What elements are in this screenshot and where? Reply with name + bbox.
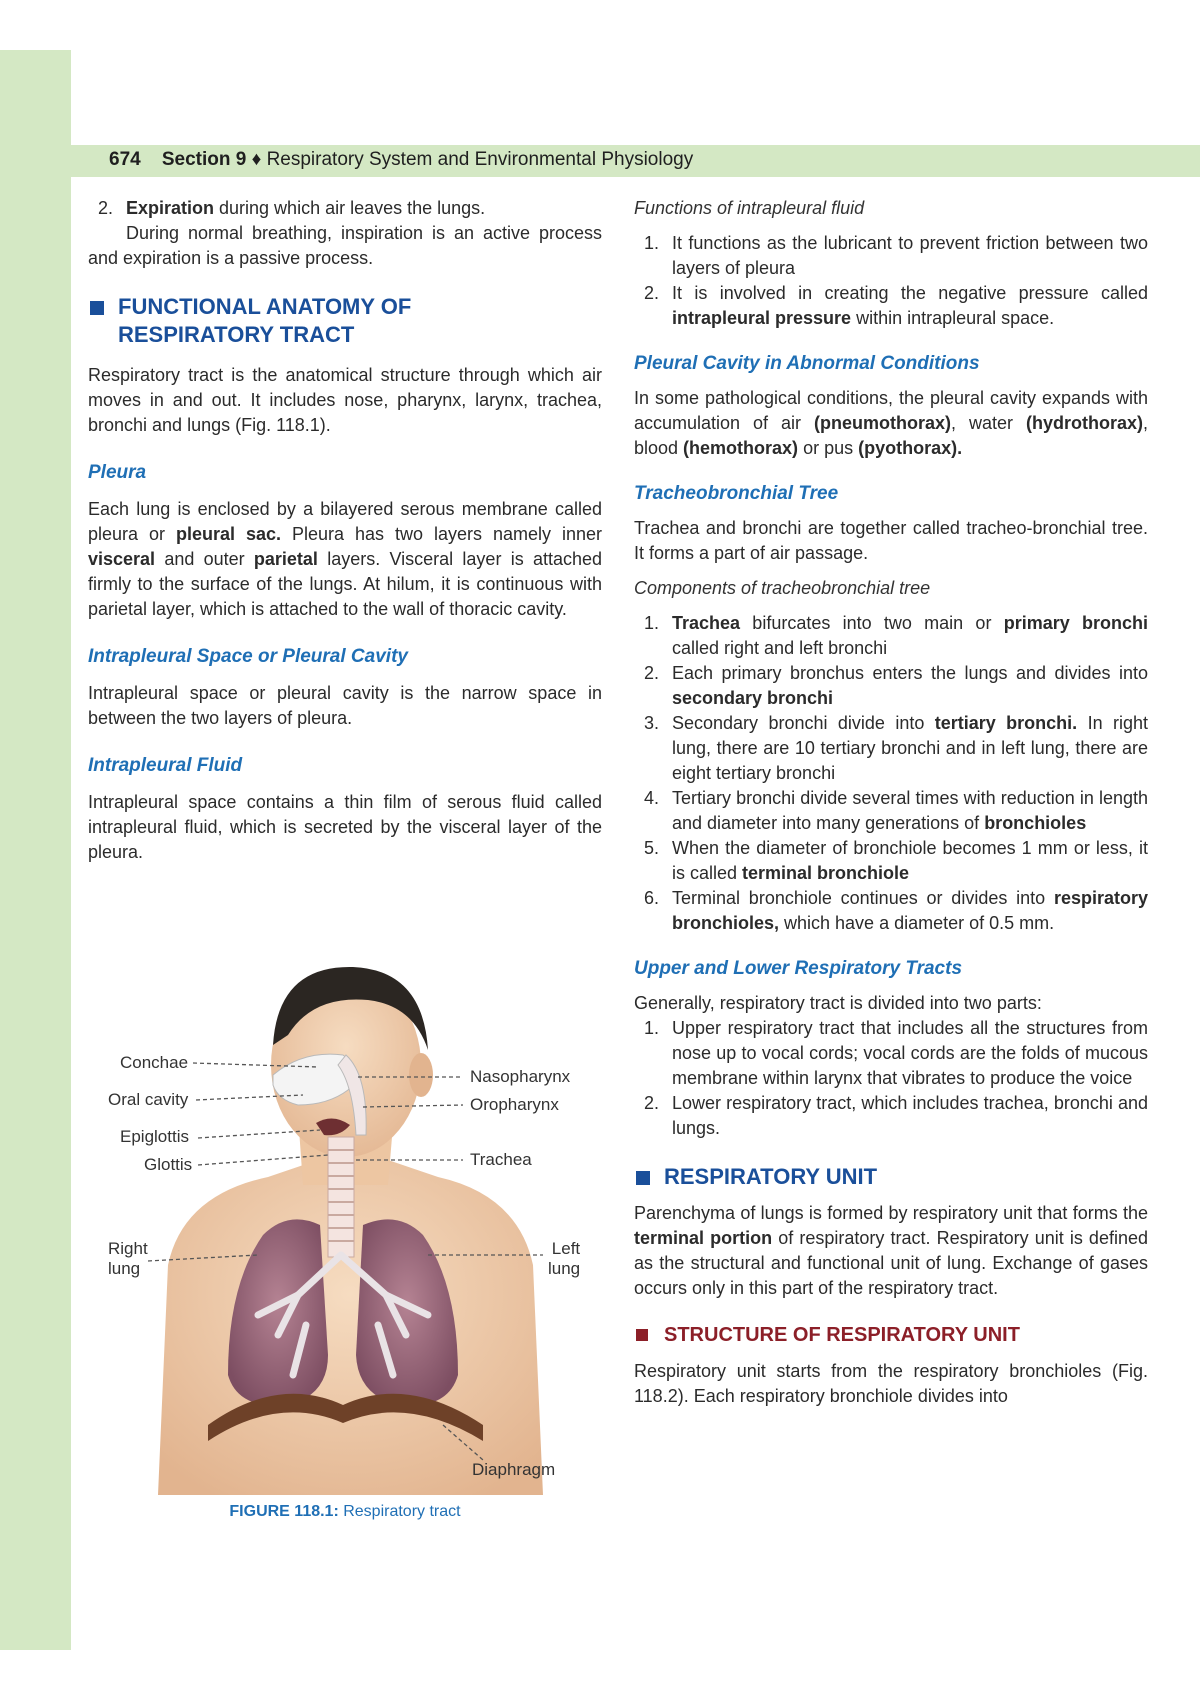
section-heading-functional-anatomy: FUNCTIONAL ANATOMY OF RESPIRATORY TRACT <box>88 293 602 349</box>
tracheobronchial-tree-paragraph: Trachea and bronchi are together called tracheo-bronchial tree. It forms a part of air passage. <box>634 518 1148 563</box>
intrapleural-fluid-paragraph: Intrapleural space contains a thin film of serous fluid called intrapleural fluid, which is secreted by the visceral layer of the pleura. <box>88 792 602 862</box>
components-heading: Components of tracheobronchial tree <box>634 578 931 598</box>
list-item: 2. Expiration during which air leaves the lungs. <box>98 198 486 218</box>
diamond-separator-icon: ♦ <box>251 149 262 170</box>
list-item: 2. Lower respiratory tract, which includes trachea, bronchi and lungs. <box>644 1093 1148 1138</box>
respiratory-tract-paragraph: Respiratory tract is the anatomical structure through which air moves in and out. It includes nose, pharynx, larynx, trachea, bronchi and lungs (Fig. 118.1). <box>88 365 602 435</box>
pleura-heading: Pleura <box>88 462 147 483</box>
list-item: 2. It is involved in creating the negative pressure called intrapleural pressure within intrapleural space. <box>644 283 1148 328</box>
intrapleural-fluid-heading: Intrapleural Fluid <box>88 755 243 776</box>
label-oral-cavity: Oral cavity <box>108 1090 189 1109</box>
page-number: 674 <box>109 149 141 170</box>
intro-paragraph: During normal breathing, inspiration is an active process and expiration is a passive process. <box>88 223 602 268</box>
list-item: 1. It functions as the lubricant to prevent friction between two layers of pleura <box>644 233 1148 278</box>
list-item: 4. Tertiary bronchi divide several times with reduction in length and diameter into many generations of bronchioles <box>644 788 1148 833</box>
label-left-lung: Left lung <box>548 1239 581 1278</box>
running-header <box>71 145 1200 177</box>
square-bullet-icon <box>90 301 104 315</box>
pleura-paragraph: Each lung is enclosed by a bilayered serous membrane called pleura or pleural sac. Pleura has two layers namely inner visceral and outer parietal layers. Visceral layer is attached firmly to the surface of the lungs. At hilum, it is continuous with parietal layer, which is attached to the wall of thoracic cavity. <box>88 499 603 619</box>
list-item: 3. Secondary bronchi divide into tertiary bronchi. In right lung, there are 10 tertiary bronchi and in left lung, there are eight tertiary bronchi <box>644 713 1149 783</box>
intrapleural-space-heading: Intrapleural Space or Pleural Cavity <box>88 646 408 667</box>
label-epiglottis: Epiglottis <box>120 1127 189 1146</box>
figure-caption: FIGURE 118.1: Respiratory tract <box>229 1503 461 1520</box>
abnormal-conditions-paragraph: In some pathological conditions, the pleural cavity expands with accumulation of air (pneumothorax), water (hydrothorax), blood (hemothorax) or pus (pyothorax). <box>634 388 1148 458</box>
list-item: 6. Terminal bronchiole continues or divides into respiratory bronchioles, which have a diameter of 0.5 mm. <box>644 888 1148 933</box>
left-margin-band <box>0 50 71 1650</box>
respiratory-tract-figure <box>88 955 602 1520</box>
functions-list <box>634 231 1148 331</box>
upper-lower-list <box>634 1016 1148 1141</box>
respiratory-tract-illustration <box>88 955 602 1495</box>
label-diaphragm: Diaphragm <box>472 1460 556 1479</box>
tracheobronchial-tree-heading: Tracheobronchial Tree <box>634 483 839 504</box>
list-item: 1. Upper respiratory tract that includes all the structures from nose up to vocal cords; vocal cords are the folds of mucous membrane within larynx that vibrates to produce the voice <box>644 1018 1148 1088</box>
right-column <box>634 196 1148 1409</box>
label-right-lung: Right lung <box>108 1239 148 1278</box>
label-oropharynx: Oropharynx <box>470 1095 559 1114</box>
label-conchae: Conchae <box>120 1053 189 1072</box>
structure-paragraph: Respiratory unit starts from the respiratory bronchioles (Fig. 118.2). Each respiratory bronchiole divides into <box>634 1361 1148 1406</box>
label-glottis: Glottis <box>144 1155 193 1174</box>
label-trachea: Trachea <box>470 1150 532 1169</box>
header-text <box>109 149 693 171</box>
functions-heading: Functions of intrapleural fluid <box>634 198 865 218</box>
section-title: Respiratory System and Environmental Physiology <box>266 149 694 170</box>
upper-lower-intro: Generally, respiratory tract is divided into two parts: <box>634 993 1042 1013</box>
upper-lower-tracts-heading: Upper and Lower Respiratory Tracts <box>634 958 963 979</box>
section-heading-respiratory-unit: RESPIRATORY UNIT <box>634 1163 1148 1191</box>
trachea-shape <box>328 1137 354 1257</box>
ear-shape <box>409 1053 433 1097</box>
label-nasopharynx: Nasopharynx <box>470 1067 571 1086</box>
section-label: Section 9 <box>161 149 247 170</box>
square-bullet-icon <box>636 1329 648 1341</box>
left-column <box>88 196 602 865</box>
expiration-list <box>88 196 602 221</box>
abnormal-conditions-heading: Pleural Cavity in Abnormal Conditions <box>634 353 980 374</box>
intrapleural-space-paragraph: Intrapleural space or pleural cavity is the narrow space in between the two layers of pleura. <box>88 683 602 728</box>
square-bullet-icon <box>636 1171 650 1185</box>
list-item: 2. Each primary bronchus enters the lungs and divides into secondary bronchi <box>644 663 1148 708</box>
respiratory-unit-paragraph: Parenchyma of lungs is formed by respiratory unit that forms the terminal portion of respiratory tract. Respiratory unit is defined as the structural and functional unit of lung. Exchange of gases occurs only in this part of the respiratory tract. <box>634 1203 1148 1298</box>
list-item: 5. When the diameter of bronchiole becomes 1 mm or less, it is called terminal bronchiole <box>644 838 1148 883</box>
components-list <box>634 611 1148 936</box>
list-item: 1. Trachea bifurcates into two main or primary bronchi called right and left bronchi <box>644 613 1148 658</box>
section-heading-structure: STRUCTURE OF RESPIRATORY UNIT <box>634 1321 1148 1349</box>
